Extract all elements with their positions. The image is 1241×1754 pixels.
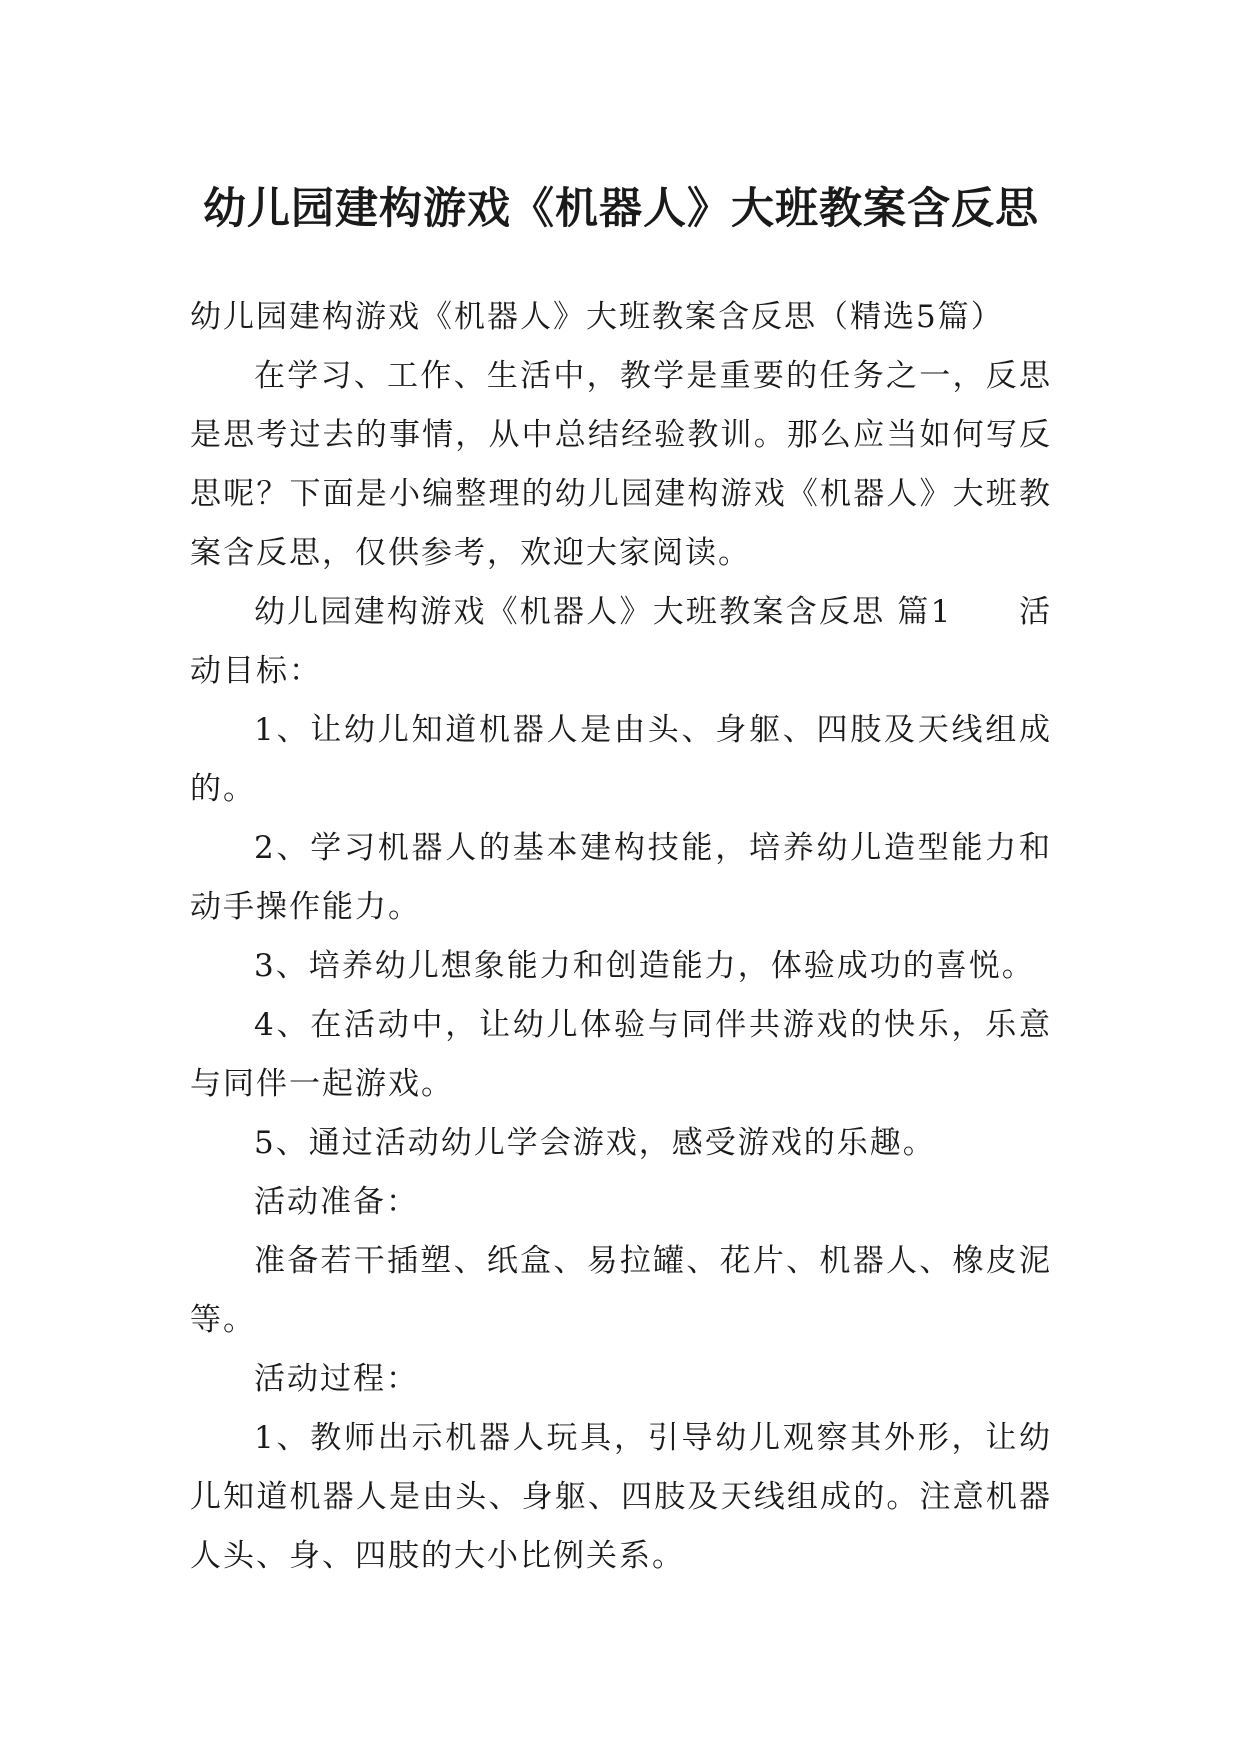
paragraph: 1、教师出示机器人玩具，引导幼儿观察其外形，让幼儿知道机器人是由头、身躯、四肢及天线组成的。注意机器人头、身、四肢的大小比例关系。	[190, 1420, 1052, 1574]
document-body	[190, 288, 1052, 1586]
paragraph: 在学习、工作、生活中，教学是重要的任务之一，反思是思考过去的事情，从中总结经验教训。那么应当如何写反思呢？下面是小编整理的幼儿园建构游戏《机器人》大班教案含反思，仅供参考，欢迎大家阅读。	[190, 358, 1052, 571]
document-title: 幼儿园建构游戏《机器人》大班教案含反思	[203, 183, 1039, 234]
paragraph: 幼儿园建构游戏《机器人》大班教案含反思 篇1 活动目标：	[190, 594, 1052, 689]
paragraph: 幼儿园建构游戏《机器人》大班教案含反思（精选5篇）	[190, 299, 1004, 335]
paragraph: 1、让幼儿知道机器人是由头、身躯、四肢及天线组成的。	[190, 712, 1052, 807]
paragraph: 活动过程：	[254, 1361, 419, 1397]
paragraph: 4、在活动中，让幼儿体验与同伴共游戏的快乐，乐意与同伴一起游戏。	[190, 1007, 1052, 1102]
paragraph: 5、通过活动幼儿学会游戏，感受游戏的乐趣。	[254, 1125, 936, 1161]
paragraph: 3、培养幼儿想象能力和创造能力，体验成功的喜悦。	[254, 948, 1035, 984]
paragraph: 准备若干插塑、纸盒、易拉罐、花片、机器人、橡皮泥等。	[190, 1243, 1052, 1338]
paragraph: 活动准备：	[254, 1184, 419, 1220]
paragraph: 2、学习机器人的基本建构技能，培养幼儿造型能力和动手操作能力。	[190, 830, 1052, 925]
